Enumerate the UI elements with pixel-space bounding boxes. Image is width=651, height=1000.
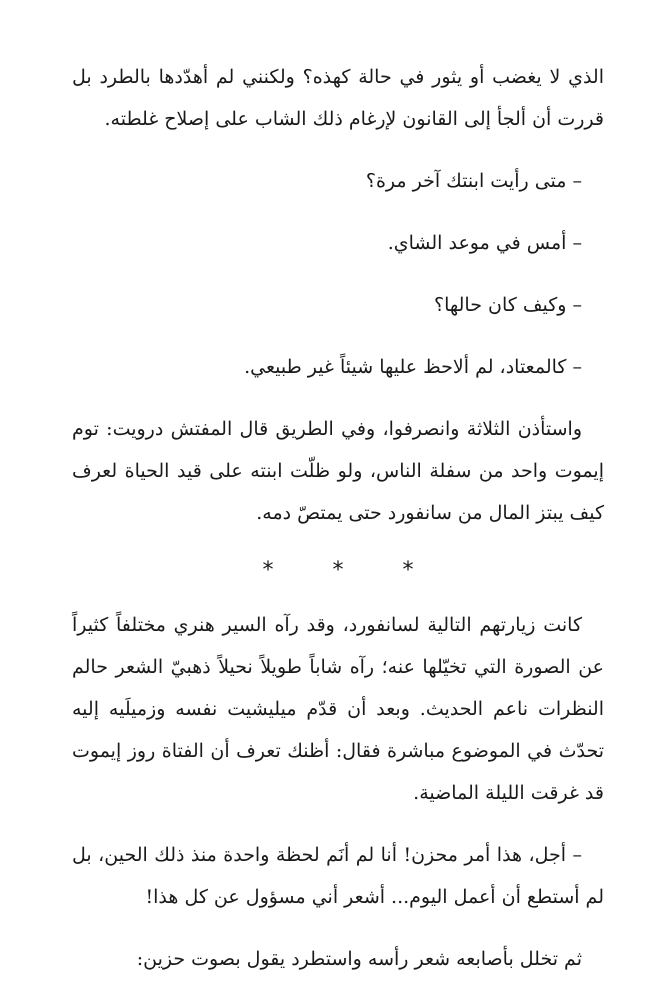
spacer	[72, 264, 604, 284]
paragraph-closing: ثم تخلل بأصابعه شعر رأسه واستطرد يقول بصوت حزين:	[136, 948, 582, 970]
book-page	[72, 56, 604, 980]
dialogue-line: – كالمعتاد، لم ألاحظ عليها شيئاً غير طبيعي.	[244, 356, 582, 378]
spacer	[72, 918, 604, 938]
spacer	[72, 388, 604, 408]
paragraph-intro: الذي لا يغضب أو يثور في حالة كهذه؟ ولكنني لم أهدّدها بالطرد بل قررت أن ألجأ إلى القانون لإرغام ذلك الشاب على إصلاح غلطته.	[72, 66, 604, 130]
dialogue-line: – متى رأيت ابنتك آخر مرة؟	[365, 170, 582, 192]
paragraph-reply: – أجل، هذا أمر محزن! أنا لم أنَم لحظة واحدة منذ ذلك الحين، بل لم أستطع أن أعمل اليوم... أشعر أني مسؤول عن كل هذا!	[72, 844, 604, 908]
section-separator: * * *	[262, 558, 440, 583]
spacer	[72, 814, 604, 834]
spacer	[72, 202, 604, 222]
paragraph-visit: كانت زيارتهم التالية لسانفورد، وقد رآه السير هنري مختلفاً كثيراً عن الصورة التي تخيّلها عنه؛ رآه شاباً طويلاً نحيلاً ذهبيّ الشعر حالم النظرات ناعم الحديث. وبعد أن قدّم ميليشيت نفسه وزميلَيه إليه تحدّث في الموضوع مباشرة فقال: أظنك تعرف أن الفتاة روز إيموت قد غرقت الليلة الماضية.	[72, 614, 604, 804]
dialogue-line: – أمس في موعد الشاي.	[387, 232, 582, 254]
spacer	[72, 326, 604, 346]
dialogue-line: – وكيف كان حالها؟	[434, 294, 582, 316]
spacer	[72, 140, 604, 160]
paragraph-departure: واستأذن الثلاثة وانصرفوا، وفي الطريق قال المفتش درويت: توم إيموت واحد من سفلة الناس، ولو ظلّت ابنته على قيد الحياة لعرف كيف يبتز المال من سانفورد حتى يمتصّ دمه.	[72, 418, 604, 524]
